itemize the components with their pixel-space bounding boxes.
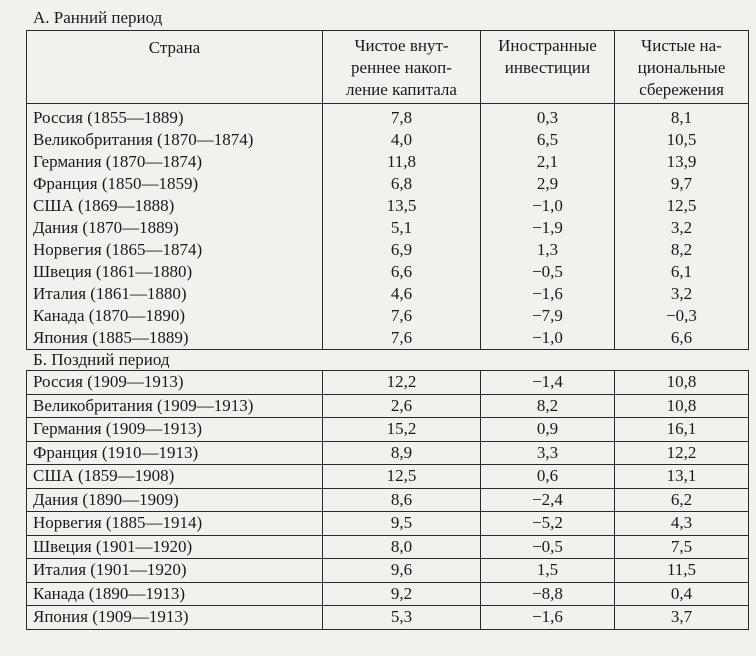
accumulation-cell: 7,6	[323, 305, 481, 327]
accumulation-cell: 15,2	[323, 418, 481, 442]
table-row	[27, 394, 749, 418]
table-row	[27, 327, 749, 350]
national-savings-cell: 8,2	[615, 239, 749, 261]
national-savings-cell: 3,2	[615, 283, 749, 305]
foreign-investment-cell: 2,1	[481, 151, 615, 173]
country-cell: Германия (1909—1913)	[27, 418, 323, 442]
accumulation-cell: 8,9	[323, 441, 481, 465]
country-cell: США (1859—1908)	[27, 465, 323, 489]
national-savings-cell: 3,7	[615, 606, 749, 630]
accumulation-cell: 5,1	[323, 217, 481, 239]
national-savings-cell: 12,5	[615, 195, 749, 217]
accumulation-cell: 4,0	[323, 129, 481, 151]
national-savings-cell: 6,2	[615, 488, 749, 512]
foreign-investment-cell: −7,9	[481, 305, 615, 327]
country-cell: Норвегия (1865—1874)	[27, 239, 323, 261]
national-savings-cell: 6,1	[615, 261, 749, 283]
accumulation-cell: 9,6	[323, 559, 481, 583]
header-foreign	[481, 31, 615, 104]
table-row	[27, 582, 749, 606]
table-row	[27, 305, 749, 327]
table-row	[27, 418, 749, 442]
table-row	[27, 151, 749, 173]
section-title-late: Б. Поздний период	[33, 349, 170, 369]
table-row	[27, 239, 749, 261]
foreign-investment-cell: −0,5	[481, 261, 615, 283]
foreign-investment-cell: −1,0	[481, 195, 615, 217]
header-foreign-line: Иностранные	[498, 36, 597, 55]
accumulation-cell: 6,6	[323, 261, 481, 283]
national-savings-cell: 9,7	[615, 173, 749, 195]
national-savings-cell: 7,5	[615, 535, 749, 559]
accumulation-cell: 8,0	[323, 535, 481, 559]
accumulation-cell: 12,5	[323, 465, 481, 489]
table-row	[27, 465, 749, 489]
header-national-savings-line: циональные	[637, 58, 726, 77]
country-cell: Дания (1890—1909)	[27, 488, 323, 512]
header-national-savings-line: сбережения	[639, 80, 724, 99]
accumulation-cell: 5,3	[323, 606, 481, 630]
table-row	[27, 173, 749, 195]
national-savings-cell: −0,3	[615, 305, 749, 327]
table-row	[27, 559, 749, 583]
foreign-investment-cell: 0,9	[481, 418, 615, 442]
table-row	[27, 104, 749, 130]
national-savings-cell: 13,1	[615, 465, 749, 489]
national-savings-cell: 10,5	[615, 129, 749, 151]
country-cell: Франция (1850—1859)	[27, 173, 323, 195]
national-savings-cell: 16,1	[615, 418, 749, 442]
country-cell: Швеция (1861—1880)	[27, 261, 323, 283]
foreign-investment-cell: 0,6	[481, 465, 615, 489]
country-cell: Италия (1901—1920)	[27, 559, 323, 583]
table-row	[27, 606, 749, 630]
national-savings-cell: 4,3	[615, 512, 749, 536]
national-savings-cell: 12,2	[615, 441, 749, 465]
foreign-investment-cell: −8,8	[481, 582, 615, 606]
national-savings-cell: 8,1	[615, 104, 749, 130]
foreign-investment-cell: 1,5	[481, 559, 615, 583]
table-row	[27, 535, 749, 559]
country-cell: Канада (1870—1890)	[27, 305, 323, 327]
table-row	[27, 195, 749, 217]
national-savings-cell: 11,5	[615, 559, 749, 583]
country-cell: Германия (1870—1874)	[27, 151, 323, 173]
foreign-investment-cell: −5,2	[481, 512, 615, 536]
foreign-investment-cell: 0,3	[481, 104, 615, 130]
foreign-investment-cell: 8,2	[481, 394, 615, 418]
national-savings-cell: 10,8	[615, 394, 749, 418]
foreign-investment-cell: −1,4	[481, 371, 615, 395]
country-cell: Великобритания (1870—1874)	[27, 129, 323, 151]
foreign-investment-cell: −1,6	[481, 606, 615, 630]
foreign-investment-cell: 3,3	[481, 441, 615, 465]
national-savings-cell: 3,2	[615, 217, 749, 239]
accumulation-cell: 8,6	[323, 488, 481, 512]
foreign-investment-cell: −1,0	[481, 327, 615, 350]
country-cell: Япония (1909—1913)	[27, 606, 323, 630]
accumulation-cell: 12,2	[323, 371, 481, 395]
table-row	[27, 129, 749, 151]
foreign-investment-cell: −0,5	[481, 535, 615, 559]
accumulation-cell: 11,8	[323, 151, 481, 173]
country-cell: Дания (1870—1889)	[27, 217, 323, 239]
foreign-investment-cell: −1,9	[481, 217, 615, 239]
accumulation-cell: 13,5	[323, 195, 481, 217]
early-period-body	[27, 104, 749, 350]
table-row	[27, 488, 749, 512]
header-country: Страна	[27, 31, 323, 104]
country-cell: Россия (1855—1889)	[27, 104, 323, 130]
accumulation-cell: 7,6	[323, 327, 481, 350]
national-savings-cell: 6,6	[615, 327, 749, 350]
header-row	[27, 31, 749, 104]
national-savings-cell: 13,9	[615, 151, 749, 173]
country-cell: Франция (1910—1913)	[27, 441, 323, 465]
foreign-investment-cell: −1,6	[481, 283, 615, 305]
foreign-investment-cell: −2,4	[481, 488, 615, 512]
country-cell: Канада (1890—1913)	[27, 582, 323, 606]
table-row	[27, 371, 749, 395]
country-cell: США (1869—1888)	[27, 195, 323, 217]
foreign-investment-cell: 6,5	[481, 129, 615, 151]
country-cell: Норвегия (1885—1914)	[27, 512, 323, 536]
savings-table	[26, 30, 749, 630]
header-net-domestic	[323, 31, 481, 104]
table-row	[27, 217, 749, 239]
late-period-body	[27, 371, 749, 630]
header-national-savings	[615, 31, 749, 104]
accumulation-cell: 4,6	[323, 283, 481, 305]
country-cell: Россия (1909—1913)	[27, 371, 323, 395]
header-net-domestic-line: реннее накоп-	[351, 58, 452, 77]
table-row	[27, 261, 749, 283]
table-row	[27, 283, 749, 305]
accumulation-cell: 9,2	[323, 582, 481, 606]
foreign-investment-cell: 2,9	[481, 173, 615, 195]
header-net-domestic-line: Чистое внут-	[354, 36, 449, 55]
country-cell: Швеция (1901—1920)	[27, 535, 323, 559]
accumulation-cell: 6,8	[323, 173, 481, 195]
country-cell: Италия (1861—1880)	[27, 283, 323, 305]
table-row	[27, 512, 749, 536]
accumulation-cell: 2,6	[323, 394, 481, 418]
table-row	[27, 441, 749, 465]
country-cell: Великобритания (1909—1913)	[27, 394, 323, 418]
country-cell: Япония (1885—1889)	[27, 327, 323, 350]
header-foreign-line: инвестиции	[504, 58, 591, 77]
national-savings-cell: 0,4	[615, 582, 749, 606]
accumulation-cell: 9,5	[323, 512, 481, 536]
national-savings-cell: 10,8	[615, 371, 749, 395]
section-title-early: А. Ранний период	[33, 8, 163, 27]
header-net-domestic-line: ление капитала	[346, 80, 457, 99]
accumulation-cell: 7,8	[323, 104, 481, 130]
accumulation-cell: 6,9	[323, 239, 481, 261]
header-national-savings-line: Чистые на-	[641, 36, 722, 55]
foreign-investment-cell: 1,3	[481, 239, 615, 261]
